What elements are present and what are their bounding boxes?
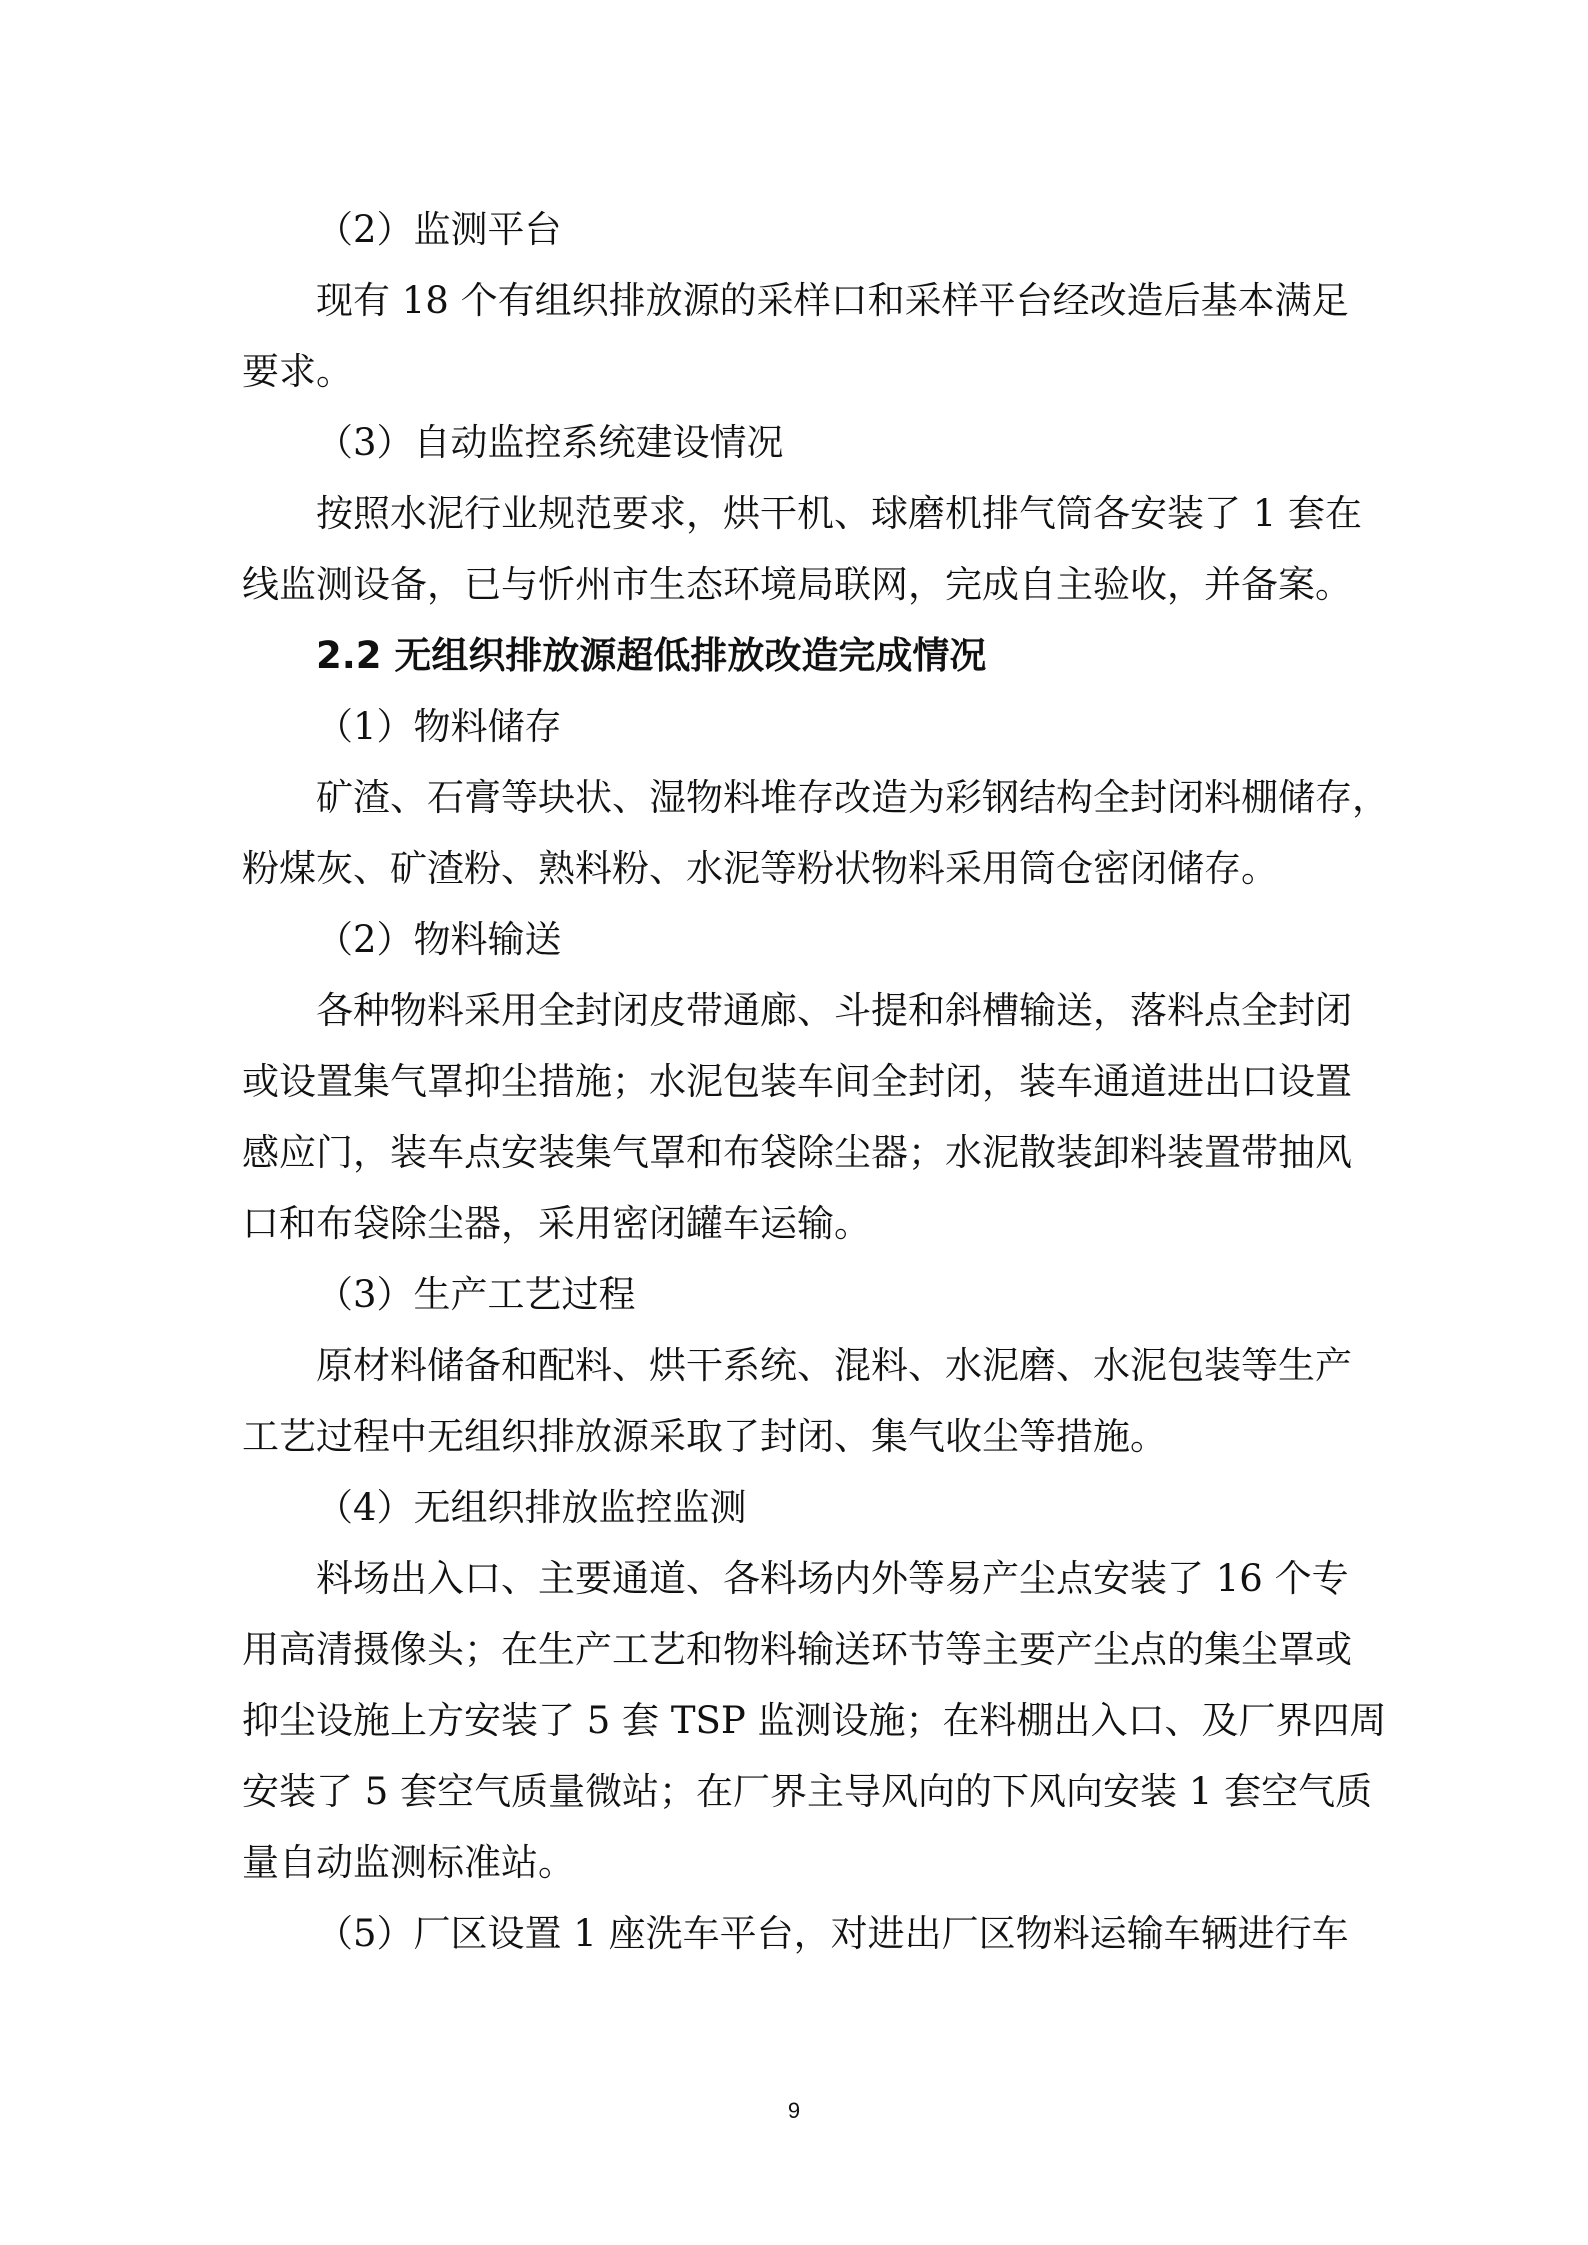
subheading-auto-monitoring-system: （3）自动监控系统建设情况 <box>316 421 784 464</box>
paragraph-line: 抑尘设施上方安装了 5 套 TSP 监测设施；在料棚出入口、及厂界四周 <box>242 1699 1387 1742</box>
page-number: 9 <box>787 2098 801 2123</box>
paragraph-line: 矿渣、石膏等块状、湿物料堆存改造为彩钢结构全封闭料棚储存， <box>316 776 1389 819</box>
paragraph-line: 或设置集气罩抑尘措施；水泥包装车间全封闭，装车通道进出口设置 <box>242 1060 1352 1103</box>
subheading-material-storage: （1）物料储存 <box>316 705 562 748</box>
section-heading-2-2: 2.2 无组织排放源超低排放改造完成情况 <box>316 634 987 677</box>
subheading-material-transport: （2）物料输送 <box>316 918 562 961</box>
paragraph-line: 按照水泥行业规范要求，烘干机、球磨机排气筒各安装了 1 套在 <box>316 492 1363 535</box>
paragraph-line: 量自动监测标准站。 <box>242 1841 575 1884</box>
paragraph-line: 工艺过程中无组织排放源采取了封闭、集气收尘等措施。 <box>242 1415 1167 1458</box>
paragraph-line: 口和布袋除尘器，采用密闭罐车运输。 <box>242 1202 871 1245</box>
subheading-monitoring-platform: （2）监测平台 <box>316 208 562 251</box>
paragraph-line: 感应门，装车点安装集气罩和布袋除尘器；水泥散装卸料装置带抽风 <box>242 1131 1352 1174</box>
paragraph-line-car-wash: （5）厂区设置 1 座洗车平台，对进出厂区物料运输车辆进行车 <box>316 1912 1349 1955</box>
paragraph-line: 安装了 5 套空气质量微站；在厂界主导风向的下风向安装 1 套空气质 <box>242 1770 1373 1813</box>
paragraph-line: 料场出入口、主要通道、各料场内外等易产尘点安装了 16 个专 <box>316 1557 1349 1600</box>
paragraph-line: 用高清摄像头；在生产工艺和物料输送环节等主要产尘点的集尘罩或 <box>242 1628 1352 1671</box>
subheading-production-process: （3）生产工艺过程 <box>316 1273 636 1316</box>
paragraph-line: 要求。 <box>242 350 353 393</box>
document-page <box>242 205 1389 2045</box>
paragraph-line: 各种物料采用全封闭皮带通廊、斗提和斜槽输送，落料点全封闭 <box>316 989 1352 1032</box>
subheading-fugitive-monitoring: （4）无组织排放监控监测 <box>316 1486 747 1529</box>
paragraph-line: 现有 18 个有组织排放源的采样口和采样平台经改造后基本满足 <box>316 279 1349 322</box>
paragraph-line: 原材料储备和配料、烘干系统、混料、水泥磨、水泥包装等生产 <box>316 1344 1352 1387</box>
paragraph-line: 粉煤灰、矿渣粉、熟料粉、水泥等粉状物料采用筒仓密闭储存。 <box>242 847 1278 890</box>
paragraph-line: 线监测设备，已与忻州市生态环境局联网，完成自主验收，并备案。 <box>242 563 1352 606</box>
